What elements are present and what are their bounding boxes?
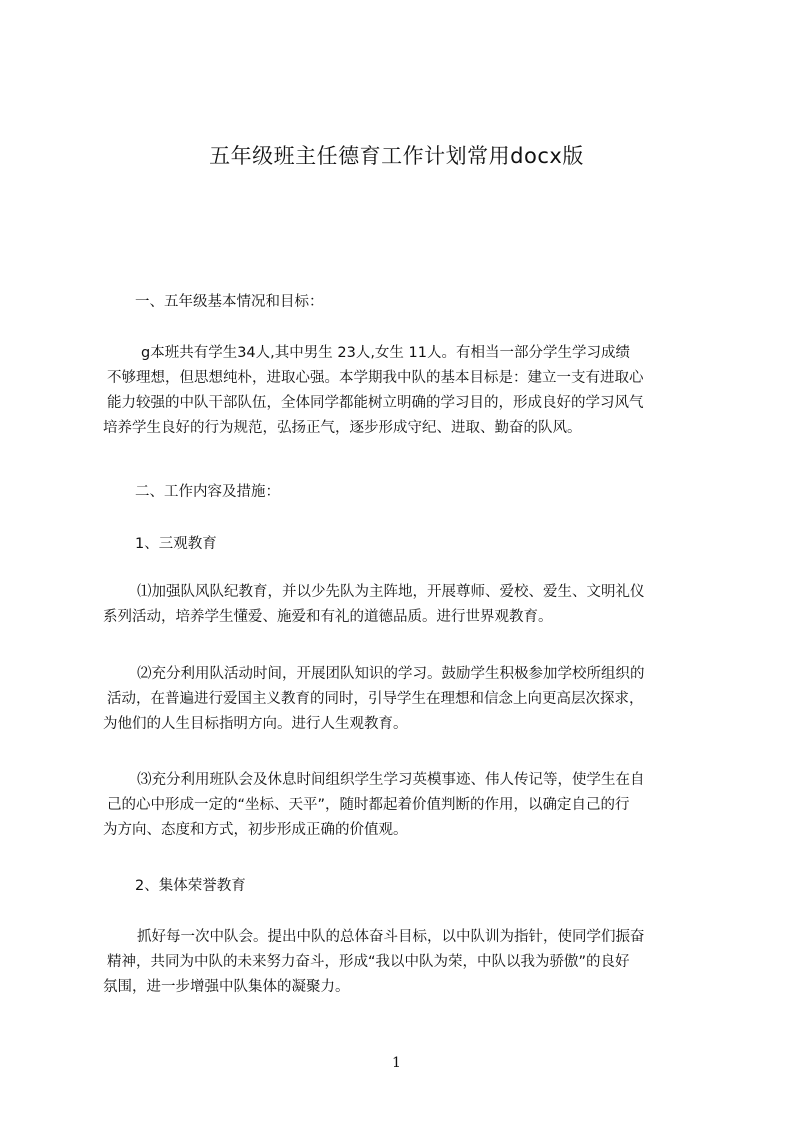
paragraph-line: 活动，在普遍进行爱国主义教育的同时，引导学生在理想和信念上向更高层次探求，: [107, 691, 644, 707]
paragraph-line: g本班共有学生34人,其中男生 23人,女生 11人。有相当一部分学生学习成绩: [141, 345, 630, 361]
section-heading-basic-situation: 一、五年级基本情况和目标：: [135, 294, 324, 310]
paragraph-item-3: [103, 768, 713, 843]
document-title: 五年级班主任德育工作计划常用docx版: [209, 144, 584, 168]
paragraph-item-2: [103, 662, 713, 737]
paragraph-line: 己的心中形成一定的“坐标、天平”，随时都起着价值判断的作用，以确定自己的行: [107, 797, 630, 813]
subsection-heading-collective-honor: 2、集体荣誉教育: [135, 878, 246, 894]
paragraph-line: 氛围，进一步增强中队集体的凝聚力。: [103, 979, 350, 995]
section-heading-work-content: 二、工作内容及措施：: [135, 484, 280, 500]
paragraph-line: 系列活动，培养学生懂爱、施爱和有礼的道德品质。进行世界观教育。: [103, 609, 553, 625]
paragraph-line: ⑵充分利用队活动时间，开展团队知识的学习。鼓励学生积极参加学校所组织的: [137, 666, 645, 682]
paragraph-line: 为方向、态度和方式，初步形成正确的价值观。: [103, 822, 408, 838]
paragraph-collective-honor: [103, 925, 713, 1000]
paragraph-item-1: [103, 580, 713, 630]
paragraph-line: ⑴加强队风队纪教育，并以少先队为主阵地，开展尊师、爱校、爱生、文明礼仪: [137, 584, 645, 600]
paragraph-line: 抓好每一次中队会。提出中队的总体奋斗目标，以中队训为指针，使同学们振奋: [137, 929, 645, 945]
paragraph-line: 为他们的人生目标指明方向。进行人生观教育。: [103, 716, 408, 732]
paragraph-line: 不够理想，但思想纯朴，进取心强。本学期我中队的基本目标是：建立一支有进取心: [107, 370, 644, 386]
paragraph-line: ⑶充分利用班队会及休息时间组织学生学习英模事迹、伟人传记等，使学生在自: [137, 772, 645, 788]
paragraph-line: 能力较强的中队干部队伍，全体同学都能树立明确的学习目的，形成良好的学习风气: [107, 395, 644, 411]
paragraph-line: 培养学生良好的行为规范，弘扬正气，逐步形成守纪、进取、勤奋的队风。: [103, 420, 582, 436]
paragraph-line: 精神，共同为中队的未来努力奋斗，形成“我以中队为荣，中队以我为骄傲”的良好: [107, 954, 630, 970]
subsection-heading-three-views: 1、三观教育: [135, 536, 217, 552]
paragraph-basic-situation: [103, 341, 713, 441]
page-number: 1: [392, 1055, 401, 1071]
